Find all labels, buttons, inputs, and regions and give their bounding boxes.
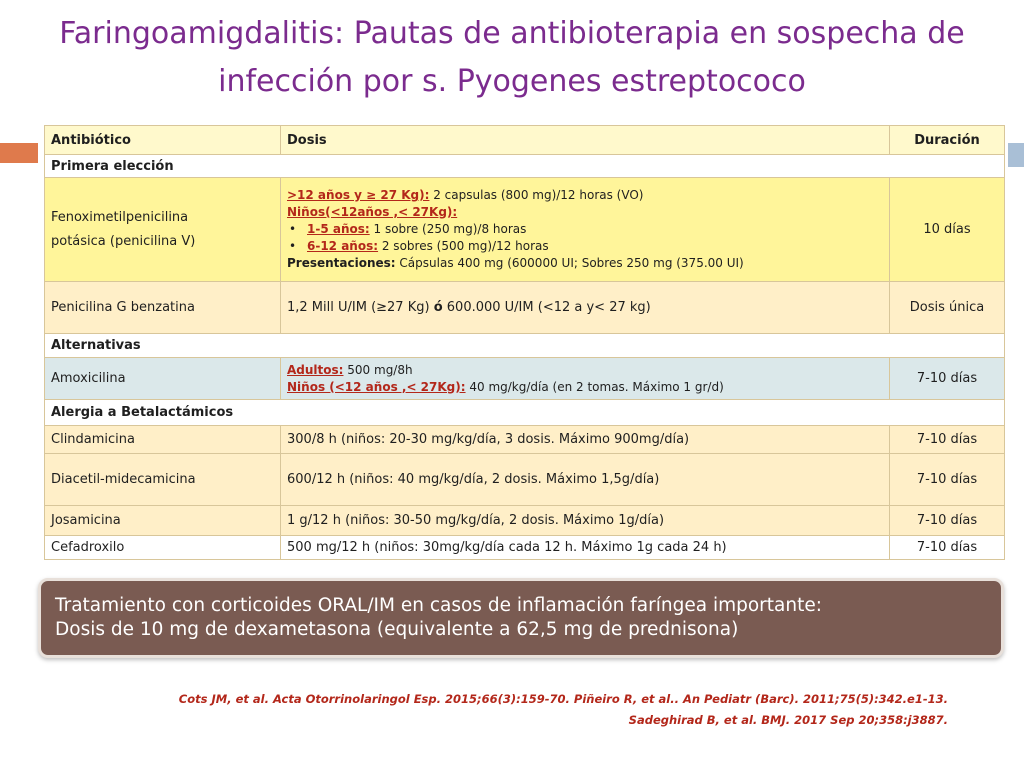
callout-line1: Tratamiento con corticoides ORAL/IM en casos de inflamación faríngea importante:: [55, 595, 822, 616]
dose-bullet: [287, 221, 883, 238]
dose-cell: [281, 178, 890, 282]
dose-text: 600.000 U/IM (<12 a y< 27 kg): [442, 300, 651, 315]
references: [179, 689, 948, 731]
dose-line: [287, 362, 883, 379]
dose-line: [287, 187, 883, 204]
corticoid-callout: [38, 578, 1004, 658]
antibiotic-name-line2: potásica (penicilina V): [51, 233, 196, 249]
section-label: Alternativas: [45, 334, 1005, 358]
antibiotic-name: [45, 178, 281, 282]
antibiotic-name-line1: Fenoximetilpenicilina: [51, 209, 189, 225]
table-row: [45, 178, 1005, 282]
dose-label: Niños(<12años ,< 27Kg):: [287, 205, 458, 219]
callout-line2: Dosis de 10 mg de dexametasona (equivalente a 62,5 mg de prednisona): [55, 619, 739, 640]
dose-text: 1 sobre (250 mg)/8 horas: [369, 222, 527, 236]
duration-cell: 7-10 días: [890, 506, 1005, 536]
dose-label: >12 años y ≥ 27 Kg):: [287, 188, 430, 202]
table-row: [45, 506, 1005, 536]
header-dose: Dosis: [281, 126, 890, 155]
dose-cell: 1 g/12 h (niños: 30-50 mg/kg/día, 2 dosis. Máximo 1g/día): [281, 506, 890, 536]
dose-bullet: [287, 238, 883, 255]
dose-text: 1,2 Mill U/IM (≥27 Kg): [287, 300, 434, 315]
table-row: [45, 358, 1005, 400]
dose-text: 2 capsulas (800 mg)/12 horas (VO): [429, 188, 644, 202]
dose-cell: [281, 358, 890, 400]
dose-cell: [281, 282, 890, 334]
header-antibiotic: Antibiótico: [45, 126, 281, 155]
dose-cell: 300/8 h (niños: 20-30 mg/kg/día, 3 dosis. Máximo 900mg/día): [281, 426, 890, 454]
presentations-text: Cápsulas 400 mg (600000 UI; Sobres 250 mg (375.00 UI): [395, 256, 744, 270]
decorative-bar-left: [0, 143, 38, 163]
antibiotic-name: Amoxicilina: [45, 358, 281, 400]
section-label: Primera elección: [45, 155, 1005, 178]
decorative-bar-right: [1008, 143, 1024, 167]
duration-cell: 7-10 días: [890, 426, 1005, 454]
antibiotic-name: Cefadroxilo: [45, 536, 281, 560]
table-row: [45, 426, 1005, 454]
dose-text: 2 sobres (500 mg)/12 horas: [378, 239, 549, 253]
slide-title: [0, 10, 1024, 106]
slide-title-line1: Faringoamigdalitis: Pautas de antibioterapia en sospecha de: [59, 16, 965, 51]
duration-cell: 7-10 días: [890, 358, 1005, 400]
table-row: [45, 454, 1005, 506]
dose-text: 40 mg/kg/día (en 2 tomas. Máximo 1 gr/d): [465, 379, 724, 394]
duration-cell: Dosis única: [890, 282, 1005, 334]
presentations-label: Presentaciones:: [287, 256, 396, 270]
section-alternatives: [45, 334, 1005, 358]
table-header-row: [45, 126, 1005, 155]
antibiotic-name: Penicilina G benzatina: [45, 282, 281, 334]
table-row: [45, 282, 1005, 334]
dose-cell: 600/12 h (niños: 40 mg/kg/día, 2 dosis. Máximo 1,5g/día): [281, 454, 890, 506]
duration-cell: 7-10 días: [890, 454, 1005, 506]
section-allergy: [45, 400, 1005, 426]
antibiotic-table: [44, 125, 1005, 560]
slide-title-line2: infección por s. Pyogenes estreptococo: [218, 64, 806, 99]
dose-line: [287, 204, 883, 221]
antibiotic-name: Josamicina: [45, 506, 281, 536]
reference-line1: Cots JM, et al. Acta Otorrinolaringol Esp. 2015;66(3):159-70. Piñeiro R, et al.. An Pediatr (Barc). 2011;75(5):342.e1-13.: [178, 692, 948, 706]
duration-cell: 10 días: [890, 178, 1005, 282]
dose-label: Adultos:: [287, 362, 344, 377]
section-first-choice: [45, 155, 1005, 178]
dose-label: Niños (<12 años ,< 27Kg):: [287, 379, 466, 394]
header-duration: Duración: [890, 126, 1005, 155]
section-label: Alergia a Betalactámicos: [45, 400, 1005, 426]
antibiotic-name: Clindamicina: [45, 426, 281, 454]
dose-text: 500 mg/8h: [343, 362, 413, 377]
antibiotic-name: Diacetil-midecamicina: [45, 454, 281, 506]
duration-cell: 7-10 días: [890, 536, 1005, 560]
reference-line2: Sadeghirad B, et al. BMJ. 2017 Sep 20;358:j3887.: [628, 713, 948, 727]
dose-label: 1-5 años:: [307, 222, 370, 236]
dose-label: 6-12 años:: [307, 239, 379, 253]
dose-cell: 500 mg/12 h (niños: 30mg/kg/día cada 12 h. Máximo 1g cada 24 h): [281, 536, 890, 560]
dose-or: ó: [433, 300, 443, 315]
dose-line: [287, 255, 883, 272]
dose-line: [287, 379, 883, 396]
table-row: [45, 536, 1005, 560]
